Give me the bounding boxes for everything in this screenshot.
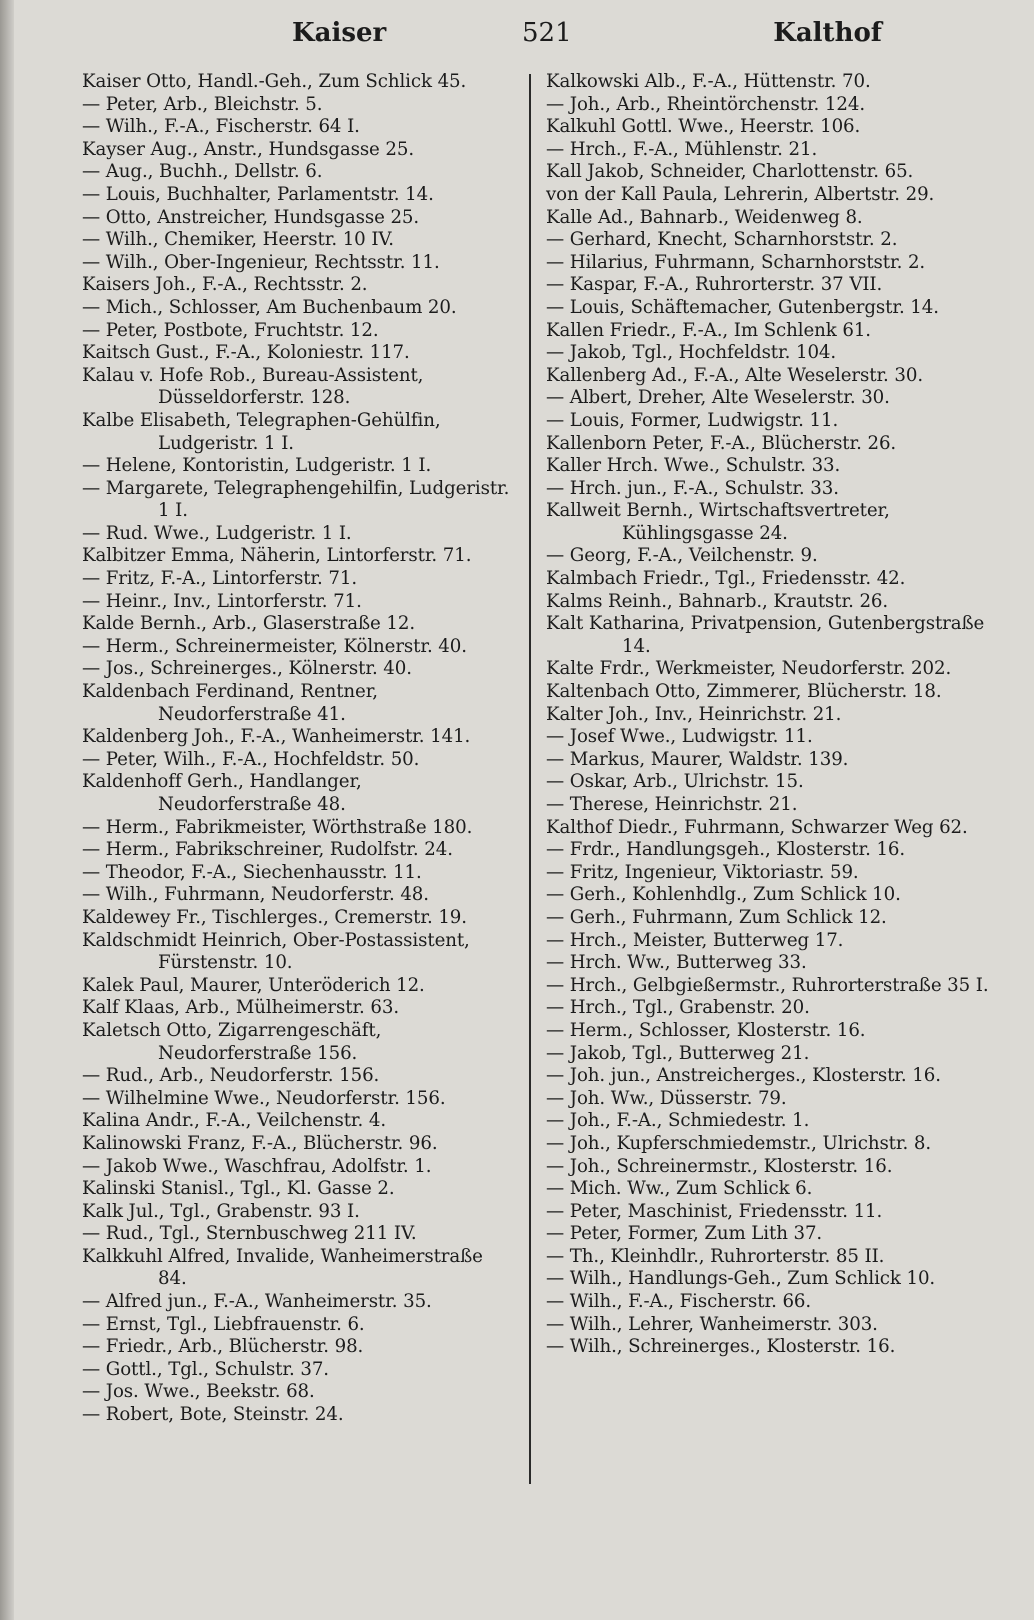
directory-entry: Kalte Frdr., Werkmeister, Neudorferstr. 202.: [546, 658, 952, 680]
directory-entry: — Hilarius, Fuhrmann, Scharnhorststr. 2.: [546, 251, 926, 273]
directory-entry: Kalk Jul., Tgl., Grabenstr. 93 I.: [82, 1200, 360, 1222]
directory-entry: — Gottl., Tgl., Schulstr. 37.: [82, 1358, 329, 1380]
directory-entry: — Joh., Arb., Rheintörchenstr. 124.: [546, 93, 866, 115]
directory-entry: Kallenborn Peter, F.-A., Blücherstr. 26.: [546, 432, 897, 454]
directory-entry: — Joh. jun., Anstreicherges., Klosterstr. 16.: [546, 1065, 941, 1087]
directory-entry: Kalinowski Franz, F.-A., Blücherstr. 96.: [82, 1132, 438, 1154]
directory-entry: — Margarete, Telegraphengehilfin, Ludgeristr. 1 I.: [82, 477, 516, 522]
column-divider: [529, 74, 531, 1484]
directory-entry: Kalbe Elisabeth, Telegraphen-Gehülfin, Ludgeristr. 1 I.: [82, 409, 447, 454]
directory-entry: — Fritz, Ingenieur, Viktoriastr. 59.: [546, 861, 859, 883]
directory-entry: Kalkowski Alb., F.-A., Hüttenstr. 70.: [546, 71, 871, 92]
directory-entry: — Wilh., Handlungs-Geh., Zum Schlick 10.: [546, 1268, 936, 1290]
directory-entry: Kallenberg Ad., F.-A., Alte Weselerstr. 30.: [546, 364, 924, 386]
directory-entry: Kaldenbach Ferdinand, Rentner, Neudorferstraße 41.: [82, 681, 384, 725]
header-left-keyword: Kaiser: [292, 18, 387, 48]
directory-entry: — Frdr., Handlungsgeh., Klosterstr. 16.: [546, 839, 906, 861]
directory-entry: Kallen Friedr., F.-A., Im Schlenk 61.: [546, 319, 871, 341]
directory-entry: — Alfred jun., F.-A., Wanheimerstr. 35.: [82, 1291, 432, 1313]
directory-entry: — Wilh., Lehrer, Wanheimerstr. 303.: [546, 1313, 878, 1335]
page-header: [82, 18, 1002, 58]
directory-entry: — Herm., Schlosser, Klosterstr. 16.: [546, 1019, 866, 1041]
directory-entry: — Hrch., Gelbgießermstr., Ruhrorterstraße 35 I.: [546, 974, 989, 996]
directory-entry: — Fritz, F.-A., Lintorferstr. 71.: [82, 568, 358, 590]
directory-entry: — Louis, Buchhalter, Parlamentstr. 14.: [82, 183, 434, 205]
directory-entry: — Ernst, Tgl., Liebfrauenstr. 6.: [82, 1313, 365, 1335]
directory-entry: — Peter, Postbote, Fruchtstr. 12.: [82, 319, 379, 341]
directory-entry: — Hrch., F.-A., Mühlenstr. 21.: [546, 138, 818, 160]
directory-entry: — Wilh., Schreinerges., Klosterstr. 16.: [546, 1336, 896, 1358]
directory-entry: Kalt Katharina, Privatpension, Gutenbergstraße 14.: [546, 613, 990, 657]
directory-entry: Kalthof Diedr., Fuhrmann, Schwarzer Weg 62.: [546, 816, 968, 838]
directory-entry: Kaldenhoff Gerh., Handlanger, Neudorferstraße 48.: [82, 771, 368, 815]
directory-entry: — Georg, F.-A., Veilchenstr. 9.: [546, 545, 818, 567]
book-spine-shadow: [0, 0, 14, 1620]
directory-entry: Kalek Paul, Maurer, Unteröderich 12.: [82, 974, 425, 996]
directory-entry: — Joh. Ww., Düsserstr. 79.: [546, 1087, 787, 1109]
directory-entry: — Friedr., Arb., Blücherstr. 98.: [82, 1336, 364, 1358]
page-number: 521: [522, 18, 572, 48]
directory-entry: — Jos. Wwe., Beekstr. 68.: [82, 1381, 315, 1403]
directory-entry: — Oskar, Arb., Ulrichstr. 15.: [546, 771, 804, 793]
directory-entry: — Aug., Buchh., Dellstr. 6.: [82, 161, 323, 183]
directory-entry: Kalter Joh., Inv., Heinrichstr. 21.: [546, 703, 842, 725]
directory-entry: Kaltenbach Otto, Zimmerer, Blücherstr. 18.: [546, 681, 942, 703]
directory-entry: Kalinski Stanisl., Tgl., Kl. Gasse 2.: [82, 1178, 395, 1200]
directory-entry: — Hrch. jun., F.-A., Schulstr. 33.: [546, 477, 839, 499]
directory-entry: — Rud., Arb., Neudorferstr. 156.: [82, 1065, 380, 1087]
directory-entry: — Peter, Maschinist, Friedensstr. 11.: [546, 1200, 883, 1222]
directory-entry: Kalbitzer Emma, Näherin, Lintorferstr. 71.: [82, 545, 472, 567]
directory-entry: — Joh., Schreinermstr., Klosterstr. 16.: [546, 1155, 893, 1177]
right-column: [546, 71, 996, 1491]
directory-entry: von der Kall Paula, Lehrerin, Albertstr. 29.: [546, 183, 935, 205]
directory-entry: — Rud., Tgl., Sternbuschweg 211 IV.: [82, 1223, 417, 1245]
directory-entry: Kalau v. Hofe Rob., Bureau-Assistent, Düsseldorferstr. 128.: [82, 364, 430, 409]
directory-entry: — Theodor, F.-A., Siechenhausstr. 11.: [82, 861, 422, 883]
directory-entry: — Peter, Wilh., F.-A., Hochfeldstr. 50.: [82, 748, 420, 770]
directory-entry: — Joh., Kupferschmiedemstr., Ulrichstr. 8.: [546, 1132, 931, 1154]
directory-entry: Kall Jakob, Schneider, Charlottenstr. 65.: [546, 161, 914, 183]
directory-entry: — Herm., Fabrikmeister, Wörthstraße 180.: [82, 816, 473, 838]
directory-entry: — Mich. Ww., Zum Schlick 6.: [546, 1178, 813, 1200]
directory-entry: — Kaspar, F.-A., Ruhrorterstr. 37 VII.: [546, 274, 883, 296]
directory-entry: — Jakob, Tgl., Hochfeldstr. 104.: [546, 342, 837, 364]
directory-entry: Kalde Bernh., Arb., Glaserstraße 12.: [82, 613, 416, 635]
directory-entry: Kaldewey Fr., Tischlerges., Cremerstr. 19.: [82, 906, 467, 928]
directory-entry: — Jakob, Tgl., Butterweg 21.: [546, 1042, 810, 1064]
directory-entry: — Wilhelmine Wwe., Neudorferstr. 156.: [82, 1087, 446, 1109]
directory-entry: — Wilh., Ober-Ingenieur, Rechtsstr. 11.: [82, 251, 440, 273]
directory-entry: Kalf Klaas, Arb., Mülheimerstr. 63.: [82, 997, 400, 1019]
directory-entry: — Jos., Schreinerges., Kölnerstr. 40.: [82, 658, 412, 680]
directory-entry: — Jakob Wwe., Waschfrau, Adolfstr. 1.: [82, 1155, 432, 1177]
directory-entry: — Hrch., Meister, Butterweg 17.: [546, 929, 844, 951]
directory-entry: — Markus, Maurer, Waldstr. 139.: [546, 748, 849, 770]
directory-entry: — Peter, Arb., Bleichstr. 5.: [82, 93, 323, 115]
directory-entry: Kalkkuhl Alfred, Invalide, Wanheimerstraße 84.: [82, 1245, 489, 1290]
directory-entry: Kaldschmidt Heinrich, Ober-Postassistent, Fürstenstr. 10.: [82, 929, 476, 974]
directory-entry: — Peter, Former, Zum Lith 37.: [546, 1223, 823, 1245]
directory-entry: — Therese, Heinrichstr. 21.: [546, 794, 798, 815]
directory-entry: Kalkuhl Gottl. Wwe., Heerstr. 106.: [546, 116, 861, 138]
directory-entry: — Wilh., F.-A., Fischerstr. 64 I.: [82, 116, 360, 138]
directory-entry: Kallweit Bernh., Wirtschaftsvertreter, Kühlingsgasse 24.: [546, 500, 896, 544]
directory-entry: — Gerh., Kohlenhdlg., Zum Schlick 10.: [546, 884, 901, 906]
directory-entry: — Hrch. Ww., Butterweg 33.: [546, 952, 807, 974]
directory-entry: — Louis, Former, Ludwigstr. 11.: [546, 409, 839, 431]
directory-entry: Kayser Aug., Anstr., Hundsgasse 25.: [82, 138, 415, 160]
directory-entry: Kaldenberg Joh., F.-A., Wanheimerstr. 141.: [82, 726, 471, 748]
directory-entry: — Mich., Schlosser, Am Buchenbaum 20.: [82, 296, 457, 318]
directory-entry: — Josef Wwe., Ludwigstr. 11.: [546, 726, 813, 748]
header-right-keyword: Kalthof: [773, 18, 882, 48]
directory-entry: — Wilh., Fuhrmann, Neudorferstr. 48.: [82, 884, 429, 906]
directory-entry: — Albert, Dreher, Alte Weselerstr. 30.: [546, 387, 890, 409]
directory-entry: Kalms Reinh., Bahnarb., Krautstr. 26.: [546, 590, 889, 612]
directory-entry: Kaisers Joh., F.-A., Rechtsstr. 2.: [82, 274, 368, 296]
directory-entry: Kaitsch Gust., F.-A., Koloniestr. 117.: [82, 342, 410, 364]
directory-entry: — Gerh., Fuhrmann, Zum Schlick 12.: [546, 906, 887, 928]
directory-entry: Kalina Andr., F.-A., Veilchenstr. 4.: [82, 1110, 387, 1132]
directory-entry: Kalle Ad., Bahnarb., Weidenweg 8.: [546, 206, 863, 228]
directory-entry: — Wilh., F.-A., Fischerstr. 66.: [546, 1291, 812, 1313]
left-column: [82, 71, 514, 1491]
directory-entry: Kaletsch Otto, Zigarrengeschäft, Neudorferstraße 156.: [82, 1019, 387, 1064]
directory-entry: — Herm., Fabrikschreiner, Rudolfstr. 24.: [82, 839, 453, 861]
directory-entry: — Th., Kleinhdlr., Ruhrorterstr. 85 II.: [546, 1245, 885, 1267]
directory-entry: — Joh., F.-A., Schmiedestr. 1.: [546, 1110, 810, 1132]
directory-entry: — Herm., Schreinermeister, Kölnerstr. 40.: [82, 635, 467, 657]
directory-entry: — Otto, Anstreicher, Hundsgasse 25.: [82, 206, 420, 228]
directory-entry: — Louis, Schäftemacher, Gutenbergstr. 14.: [546, 296, 939, 318]
directory-entry: — Heinr., Inv., Lintorferstr. 71.: [82, 590, 362, 612]
directory-entry: — Rud. Wwe., Ludgeristr. 1 I.: [82, 522, 352, 544]
directory-entry: — Hrch., Tgl., Grabenstr. 20.: [546, 997, 810, 1019]
directory-entry: Kalmbach Friedr., Tgl., Friedensstr. 42.: [546, 568, 906, 590]
directory-entry: — Gerhard, Knecht, Scharnhorststr. 2.: [546, 229, 898, 251]
directory-entry: — Helene, Kontoristin, Ludgeristr. 1 I.: [82, 455, 432, 477]
directory-entry: Kaller Hrch. Wwe., Schulstr. 33.: [546, 455, 841, 477]
directory-entry: Kaiser Otto, Handl.-Geh., Zum Schlick 45.: [82, 71, 467, 92]
directory-entry: — Robert, Bote, Steinstr. 24.: [82, 1404, 344, 1426]
directory-entry: — Wilh., Chemiker, Heerstr. 10 IV.: [82, 229, 394, 251]
